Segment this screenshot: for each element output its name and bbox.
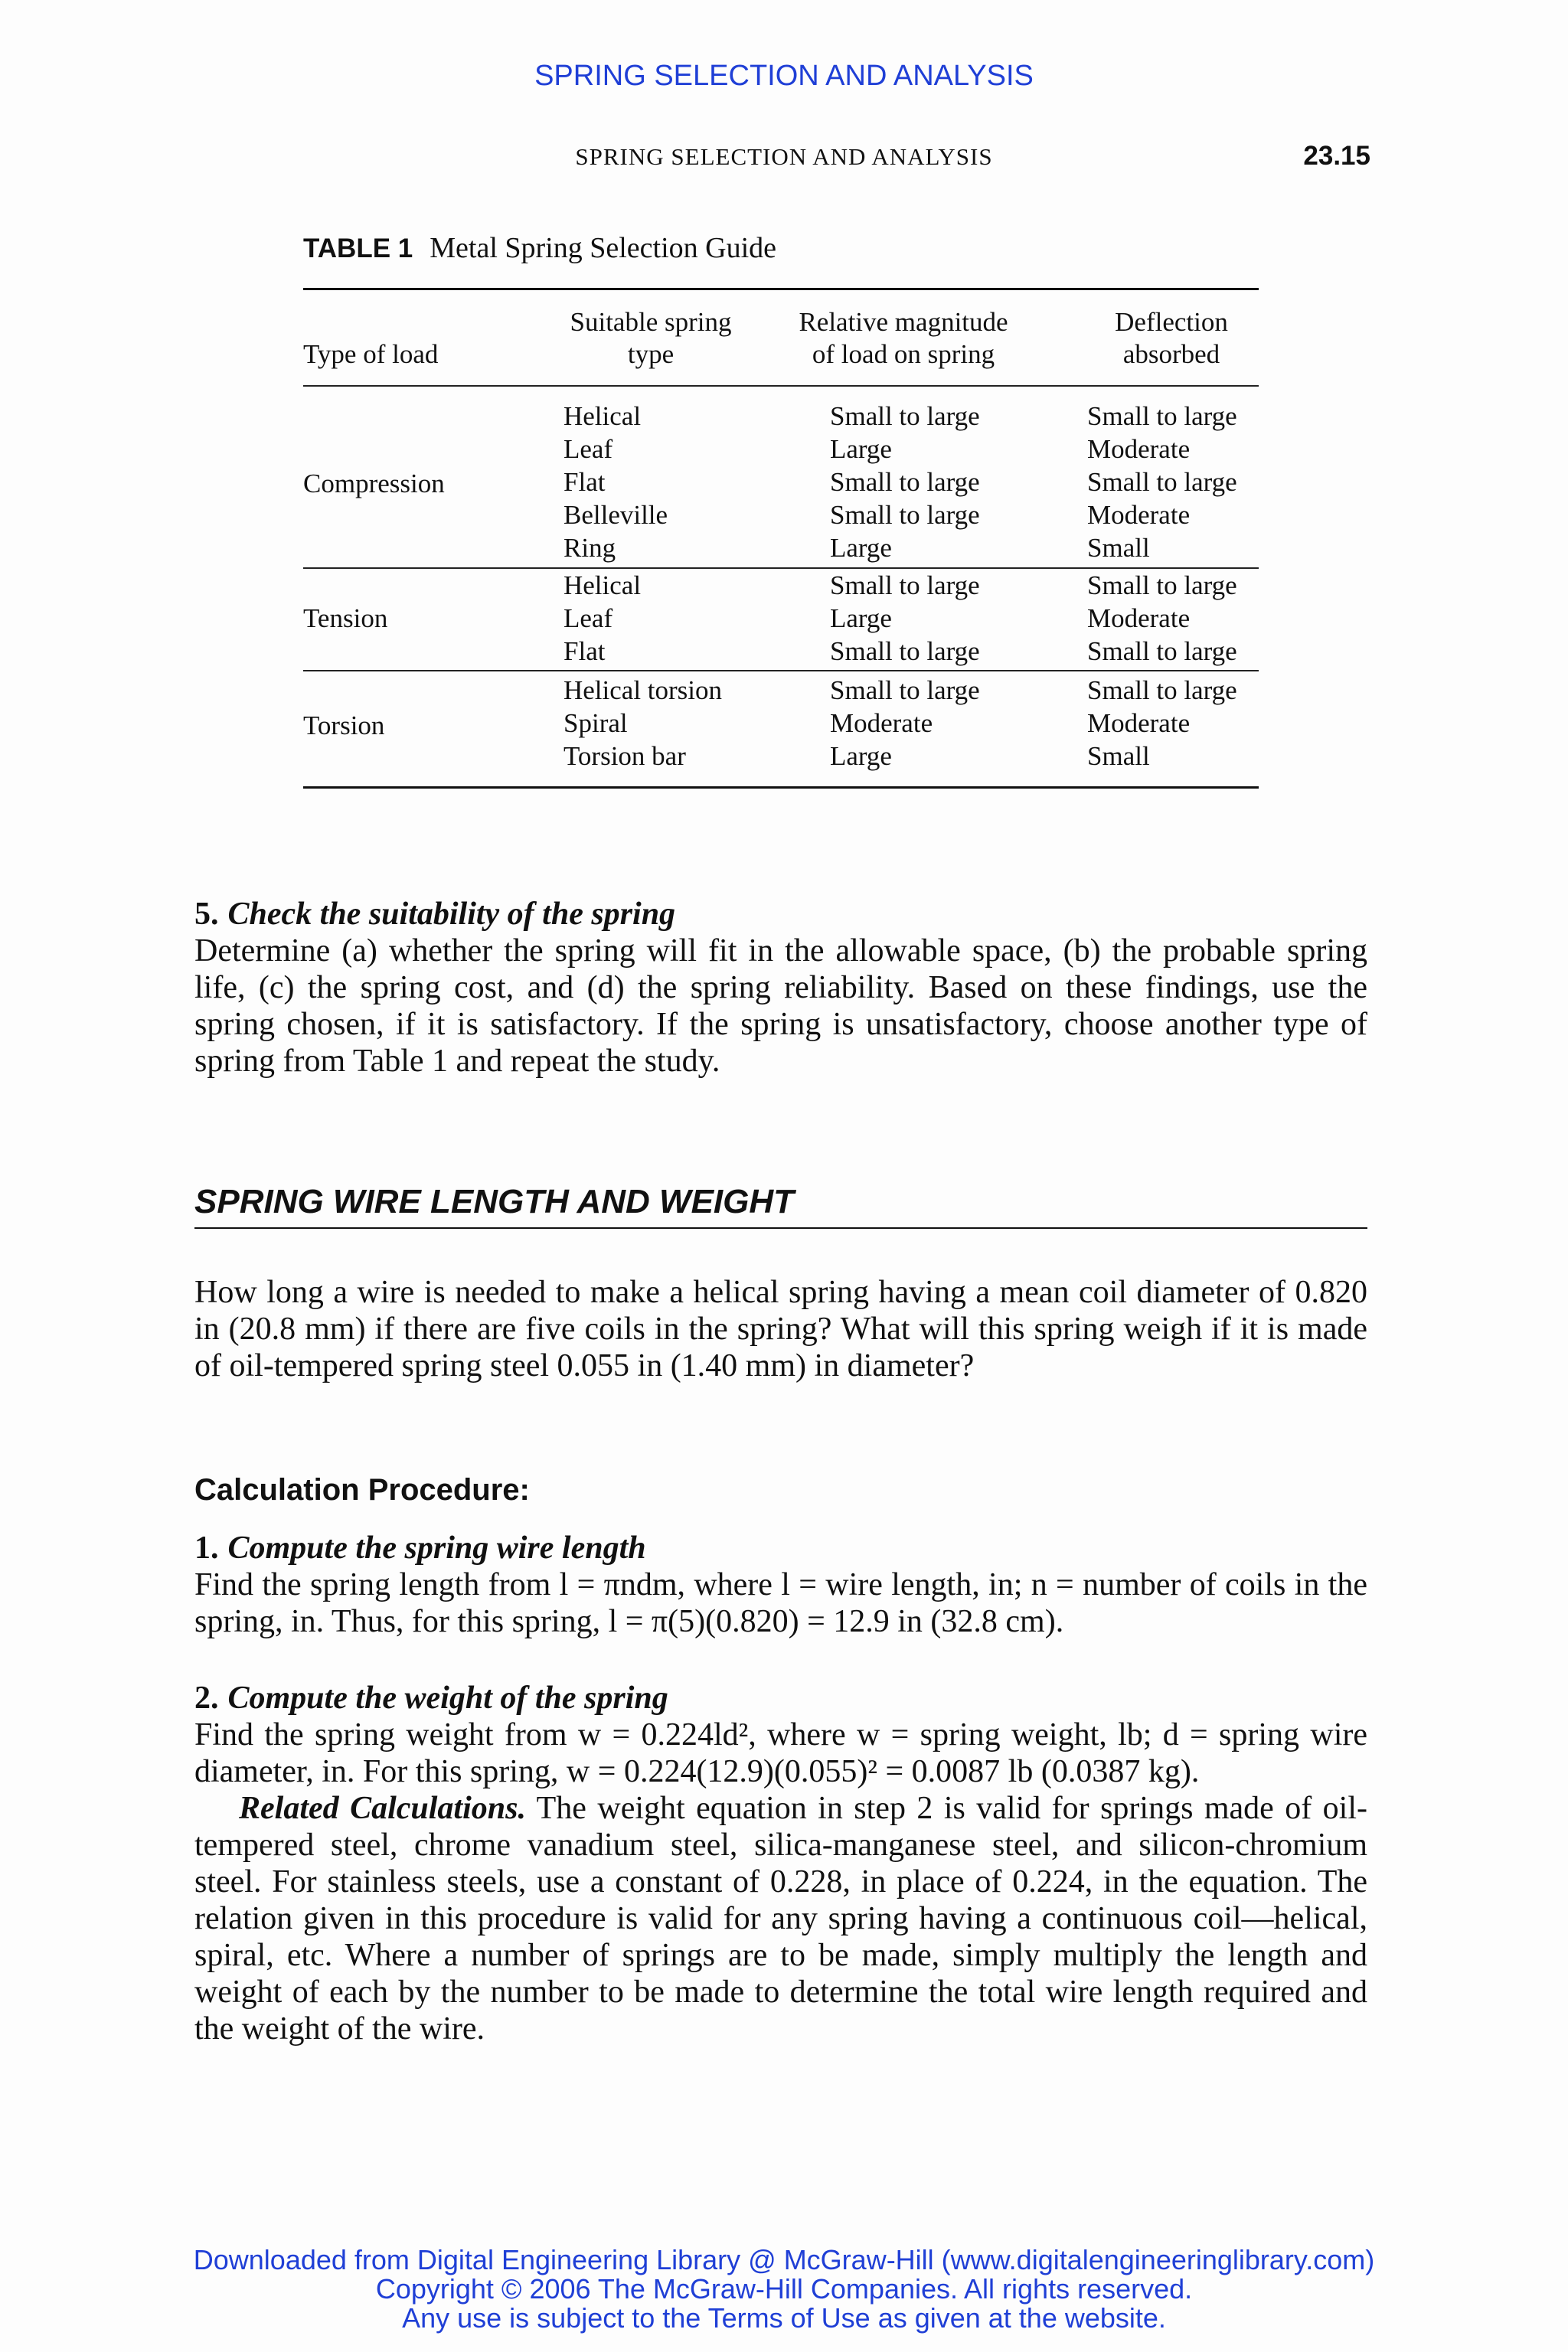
table-cell: Large — [830, 533, 892, 563]
related-calculations-label: Related Calculations. — [239, 1791, 526, 1826]
table-cell: Helical — [564, 401, 642, 431]
table-cell: Moderate — [1087, 434, 1191, 464]
page-number: 23.15 — [1303, 141, 1370, 171]
table-cell: Moderate — [830, 708, 933, 738]
table-cell: Flat — [564, 467, 606, 497]
step-5 — [194, 896, 1367, 1080]
header-magnitude: Relative magnitude of load on spring — [799, 307, 1008, 369]
table-cell: Belleville — [564, 500, 668, 530]
group-load-compression: Compression — [303, 469, 445, 498]
step-1 — [194, 1530, 1367, 1640]
step-2-heading: 2. Compute the weight of the spring — [194, 1681, 668, 1716]
calculation-procedure-title: Calculation Procedure: — [194, 1473, 530, 1507]
related-calculations-text: The weight equation in step 2 is valid for springs made of oil-tempered steel, chrome vanadium steel, silica-manganese steel, and silicon-chromium steel. For stainless steels, use a constant of 0.228, in place of 0.224, in the equation. The relation given in this procedure is valid for any spring having a continuous coil—helical, spiral, etc. Where a number of springs are to be made, simply multiply the length and weight of each by the number to be made to determine the total wire length required and the weight of the wire. — [194, 1791, 1367, 2047]
group-types-torsion — [564, 674, 722, 773]
group-deflections-tension — [1087, 569, 1237, 668]
table-cell: Leaf — [564, 434, 613, 464]
table-cell: Small to large — [1087, 636, 1237, 666]
running-head: SPRING SELECTION AND ANALYSIS — [575, 143, 993, 170]
group-types-compression — [564, 400, 668, 564]
table-cell: Moderate — [1087, 500, 1191, 530]
header-load-type: Type of load — [303, 339, 439, 369]
group-divider — [303, 670, 1259, 671]
table-cell: Small to large — [830, 467, 980, 497]
table-cell: Moderate — [1087, 708, 1191, 738]
table-cell: Small to large — [1087, 467, 1237, 497]
table-cell: Small to large — [1087, 675, 1237, 705]
table-top-rule — [303, 288, 1259, 290]
group-load-tension: Tension — [303, 603, 388, 633]
table-cell: Moderate — [1087, 603, 1191, 633]
step-5-text: Determine (a) whether the spring will fit in the allowable space, (b) the probable spring life, (c) the spring cost, and (d) the spring reliability. Based on these findings, use the spring chosen, if it is satisfactory. If the spring is unsatisfactory, choose another type of spring from Table 1 and repeat the study. — [194, 933, 1367, 1079]
step-5-heading: 5. Check the suitability of the spring — [194, 897, 676, 932]
group-deflections-compression — [1087, 400, 1237, 564]
footer-terms-line[interactable]: Any use is subject to the Terms of Use as given at the website. — [402, 2302, 1166, 2334]
table-title: Metal Spring Selection Guide — [430, 232, 777, 264]
table-cell: Small — [1087, 533, 1150, 563]
related-calculations — [194, 1790, 1367, 2047]
footer-copyright-line[interactable]: Copyright © 2006 The McGraw-Hill Companies. All rights reserved. — [375, 2273, 1193, 2305]
group-magnitudes-torsion — [830, 674, 980, 773]
problem-statement: How long a wire is needed to make a helical spring having a mean coil diameter of 0.820 in (20.8 mm) if there are five coils in the spring? What will this spring weigh if it is made of oil-tempered spring steel 0.055 in (1.40 mm) in diameter? — [194, 1275, 1367, 1383]
table-cell: Small — [1087, 741, 1150, 771]
table-cell: Small to large — [830, 636, 980, 666]
section-title: SPRING WIRE LENGTH AND WEIGHT — [194, 1183, 795, 1220]
spring-selection-table — [0, 0, 1568, 812]
step-2 — [194, 1680, 1367, 2047]
table-cell: Ring — [564, 533, 616, 563]
table-bottom-rule — [303, 786, 1259, 789]
group-magnitudes-compression — [830, 400, 980, 564]
table-cell: Small to large — [830, 500, 980, 530]
download-banner[interactable]: SPRING SELECTION AND ANALYSIS — [534, 60, 1034, 92]
table-cell: Flat — [564, 636, 606, 666]
table-cell: Helical — [564, 570, 642, 600]
header-deflection: Deflection absorbed — [1115, 307, 1228, 369]
step-1-heading: 1. Compute the spring wire length — [194, 1530, 646, 1566]
table-cell: Small to large — [1087, 570, 1237, 600]
group-magnitudes-tension — [830, 569, 980, 668]
header-spring-type: Suitable spring type — [570, 307, 732, 369]
table-header-rule — [303, 385, 1259, 387]
table-cell: Small to large — [830, 401, 980, 431]
table-label: TABLE 1 — [303, 234, 413, 263]
group-types-tension — [564, 569, 641, 668]
step-2-text: Find the spring weight from w = 0.224ld², where w = spring weight, lb; d = spring wire diameter, in. For this spring, w = 0.224(12.9)(0.055)² = 0.0087 lb (0.0387 kg). — [194, 1717, 1367, 1789]
section-title-rule — [194, 1227, 1367, 1229]
table-cell: Leaf — [564, 603, 613, 633]
footer-download-line[interactable]: Downloaded from Digital Engineering Library @ McGraw-Hill (www.digitalengineeringlibrary.com) — [193, 2244, 1375, 2275]
group-load-torsion: Torsion — [303, 710, 385, 740]
table-cell: Torsion bar — [564, 741, 686, 771]
table-cell: Spiral — [564, 708, 628, 738]
table-cell: Large — [830, 741, 892, 771]
table-cell: Large — [830, 434, 892, 464]
table-cell: Helical torsion — [564, 675, 723, 705]
group-deflections-torsion — [1087, 674, 1237, 773]
step-1-text: Find the spring length from l = πndm, where l = wire length, in; n = number of coils in the spring, in. Thus, for this spring, l = π(5)(0.820) = 12.9 in (32.8 cm). — [194, 1567, 1367, 1639]
table-cell: Large — [830, 603, 892, 633]
table-cell: Small to large — [830, 570, 980, 600]
table-cell: Small to large — [830, 675, 980, 705]
table-cell: Small to large — [1087, 401, 1237, 431]
